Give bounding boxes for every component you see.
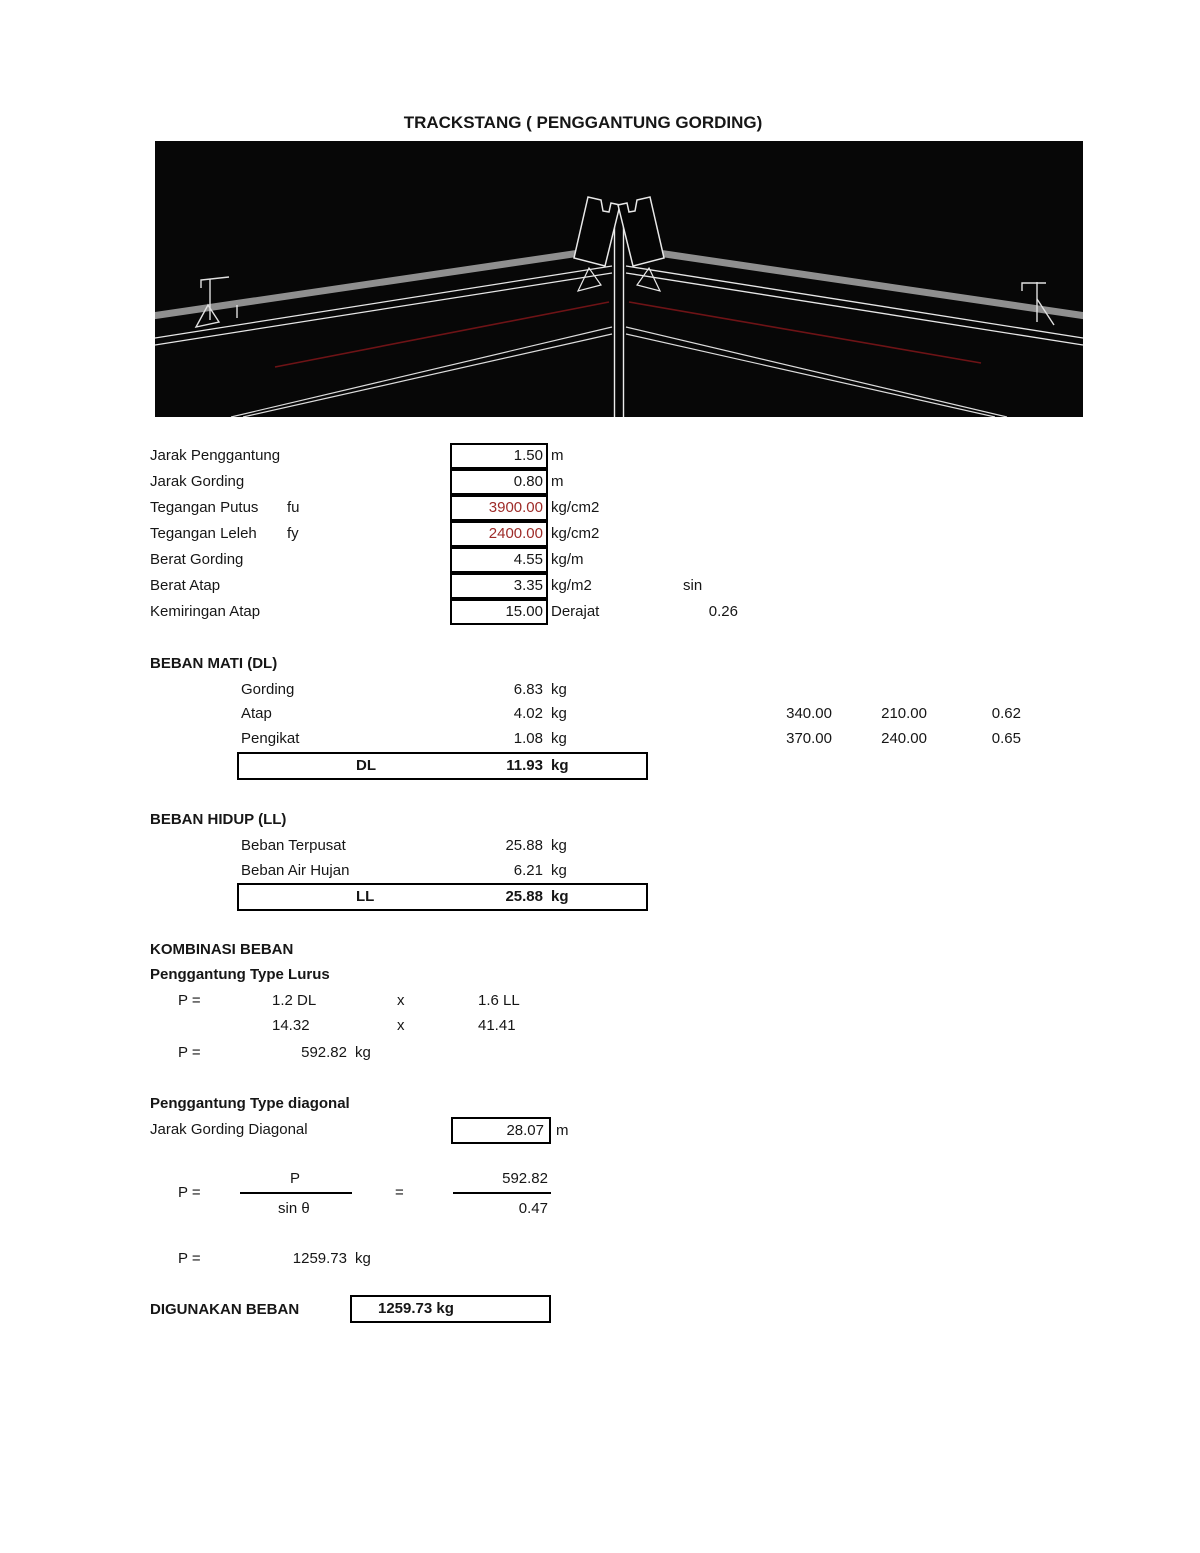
diagonal-jarak-unit: m — [556, 1122, 569, 1139]
param-label: Berat Gording — [150, 551, 244, 568]
fraction-bar — [240, 1192, 352, 1194]
aux-value: 210.00 — [881, 705, 927, 722]
dead-load-total-label: DL — [356, 757, 376, 774]
dead-load-total-value: 11.93 — [506, 757, 543, 774]
param-unit: kg/m2 — [551, 577, 592, 594]
formula-denominator-value: 0.47 — [518, 1200, 548, 1217]
result-lhs: P = — [178, 1044, 201, 1061]
aux-value: 0.62 — [991, 705, 1021, 722]
equation-term-b: 41.41 — [478, 1017, 516, 1034]
live-load-total-value: 25.88 — [505, 888, 543, 905]
diagonal-jarak-label: Jarak Gording Diagonal — [150, 1121, 308, 1138]
live-load-total-label: LL — [356, 888, 375, 905]
dead-load-total-unit: kg — [551, 757, 569, 774]
formula-lhs: P = — [178, 1184, 201, 1201]
trig-value: 0.26 — [708, 603, 738, 620]
live-load-unit: kg — [551, 862, 567, 879]
aux-value: 370.00 — [786, 730, 832, 747]
formula-equals: = — [395, 1184, 404, 1201]
result-unit: kg — [355, 1250, 371, 1267]
diagonal-jarak-value: 28.07 — [506, 1122, 544, 1139]
result-value: 592.82 — [301, 1044, 347, 1061]
live-load-value: 6.21 — [513, 862, 543, 879]
straight-subheader: Penggantung Type Lurus — [150, 966, 330, 983]
param-label: Jarak Penggantung — [150, 447, 281, 464]
result-value: 1259.73 — [292, 1250, 347, 1267]
page-title: TRACKSTANG ( PENGGANTUNG GORDING) — [403, 113, 763, 132]
drawing-background — [155, 141, 1083, 417]
trig-label: sin — [683, 577, 703, 594]
equation-operator: x — [397, 992, 405, 1009]
param-value: 3.35 — [513, 577, 543, 594]
equation-term-b: 1.6 LL — [478, 992, 520, 1009]
param-unit: kg/m — [551, 551, 584, 568]
param-value: 1.50 — [513, 447, 543, 464]
param-unit: m — [551, 473, 564, 490]
dead-load-label: Gording — [241, 681, 295, 698]
param-symbol: fu — [287, 499, 300, 516]
equation-lhs: P = — [178, 992, 201, 1009]
live-load-value: 25.88 — [505, 837, 543, 854]
param-value: 4.55 — [513, 551, 543, 568]
ridge-detail-svg — [155, 141, 1083, 417]
ridge-detail-drawing — [155, 141, 1083, 417]
param-value: 3900.00 — [488, 499, 543, 516]
result-unit: kg — [355, 1044, 371, 1061]
final-load-label: DIGUNAKAN BEBAN — [150, 1301, 300, 1318]
param-label: Tegangan Leleh — [150, 525, 257, 542]
param-symbol: fy — [287, 525, 299, 542]
combination-header: KOMBINASI BEBAN — [150, 941, 294, 958]
live-load-label: Beban Terpusat — [241, 837, 346, 854]
formula-numerator-value: 592.82 — [502, 1170, 548, 1187]
param-label: Berat Atap — [150, 577, 221, 594]
param-unit: m — [551, 447, 564, 464]
aux-value: 340.00 — [786, 705, 832, 722]
aux-value: 0.65 — [991, 730, 1021, 747]
param-label: Tegangan Putus — [150, 499, 259, 516]
param-label: Kemiringan Atap — [150, 603, 261, 620]
dead-load-value: 4.02 — [513, 705, 543, 722]
dead-load-unit: kg — [551, 730, 567, 747]
param-value: 15.00 — [505, 603, 543, 620]
param-unit: kg/cm2 — [551, 499, 600, 516]
dead-load-value: 6.83 — [513, 681, 543, 698]
param-unit: kg/cm2 — [551, 525, 600, 542]
equation-term-a: 1.2 DL — [272, 992, 317, 1009]
dead-load-label: Pengikat — [241, 730, 300, 747]
fraction-bar — [453, 1192, 551, 1194]
equation-term-a: 14.32 — [272, 1017, 310, 1034]
dead-load-header: BEBAN MATI (DL) — [150, 655, 278, 672]
result-lhs: P = — [178, 1250, 201, 1267]
param-value: 0.80 — [513, 473, 543, 490]
final-load-value: 1259.73 kg — [378, 1300, 454, 1317]
formula-numerator: P — [290, 1170, 301, 1187]
dead-load-unit: kg — [551, 705, 567, 722]
param-unit: Derajat — [551, 603, 600, 620]
aux-value: 240.00 — [881, 730, 927, 747]
formula-denominator: sin θ — [278, 1200, 310, 1217]
live-load-unit: kg — [551, 837, 567, 854]
param-value: 2400.00 — [488, 525, 543, 542]
live-load-label: Beban Air Hujan — [241, 862, 350, 879]
live-load-total-unit: kg — [551, 888, 569, 905]
diagonal-subheader: Penggantung Type diagonal — [150, 1095, 350, 1112]
dead-load-value: 1.08 — [513, 730, 543, 747]
equation-operator: x — [397, 1017, 405, 1034]
live-load-header: BEBAN HIDUP (LL) — [150, 811, 287, 828]
dead-load-unit: kg — [551, 681, 567, 698]
dead-load-label: Atap — [241, 705, 272, 722]
param-label: Jarak Gording — [150, 473, 245, 490]
